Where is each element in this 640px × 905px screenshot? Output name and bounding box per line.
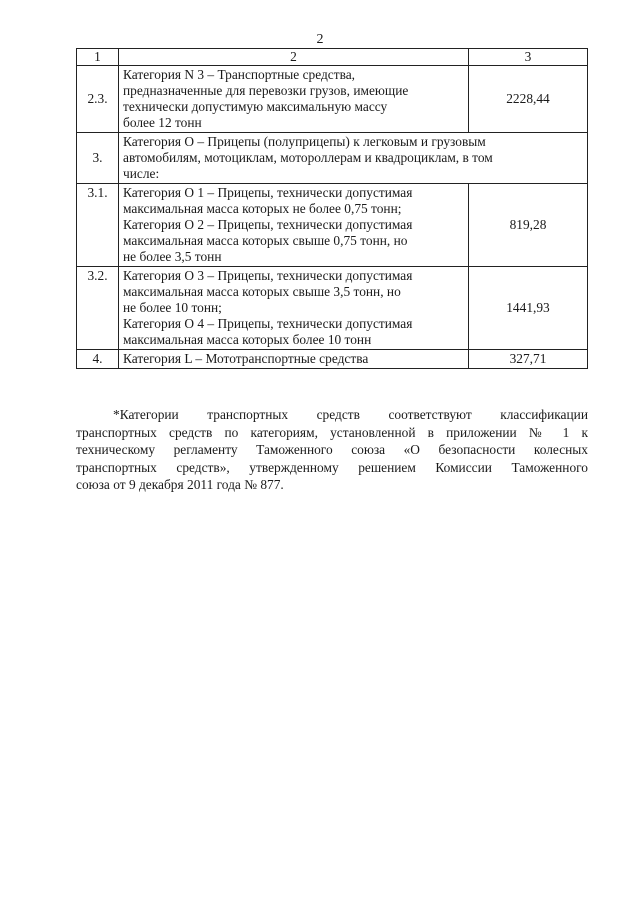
description-line: более 12 тонн <box>123 115 202 130</box>
table-row <box>77 133 588 184</box>
table-row <box>77 184 588 267</box>
header-cell-2: 2 <box>119 49 469 66</box>
description-line: максимальная масса которых свыше 0,75 тонн, но <box>123 233 408 248</box>
table-row <box>77 350 588 369</box>
footnote-line: *Категории транспортных средств соответствуют классификации <box>113 407 588 422</box>
description-line: не более 3,5 тонн <box>123 249 222 264</box>
row-description <box>119 267 469 350</box>
header-cell-1: 1 <box>77 49 119 66</box>
row-description <box>119 184 469 267</box>
footnote-line: союза от 9 декабря 2011 года № 877. <box>76 477 284 492</box>
description-line: числе: <box>123 166 160 181</box>
row-value: 819,28 <box>469 184 588 267</box>
description-line: не более 10 тонн; <box>123 300 222 315</box>
row-number: 2.3. <box>77 66 119 133</box>
footnote-line: транспортных средств по категориям, установленной в приложении № 1 к <box>76 424 588 440</box>
table-row <box>77 66 588 133</box>
description-line: Категория О 4 – Прицепы, технически допустимая <box>123 316 413 331</box>
description-line: технически допустимую максимальную массу <box>123 99 388 114</box>
row-number: 3.1. <box>77 184 119 267</box>
row-number: 3.2. <box>77 267 119 350</box>
description-line: автомобилям, мотоциклам, мотороллерам и квадроциклам, в том <box>123 150 493 165</box>
row-number: 3. <box>77 133 119 184</box>
description-line: Категория О – Прицепы (полуприцепы) к легковым и грузовым <box>123 134 486 149</box>
footnote <box>76 406 588 494</box>
description-line: Категория О 1 – Прицепы, технически допустимая <box>123 185 413 200</box>
description-line: максимальная масса которых более 10 тонн <box>123 332 372 347</box>
row-description <box>119 133 588 184</box>
description-line: Категория N 3 – Транспортные средства, <box>123 67 356 82</box>
row-value: 1441,93 <box>469 267 588 350</box>
row-number: 4. <box>77 350 119 369</box>
page-number: 2 <box>316 32 324 47</box>
row-description <box>119 350 469 369</box>
description-line: Категория L – Мототранспортные средства <box>123 351 369 366</box>
description-line: Категория О 3 – Прицепы, технически допустимая <box>123 268 413 283</box>
header-cell-3: 3 <box>469 49 588 66</box>
row-value: 2228,44 <box>469 66 588 133</box>
table-row <box>77 267 588 350</box>
table-header-row <box>77 49 588 66</box>
row-value: 327,71 <box>469 350 588 369</box>
row-description <box>119 66 469 133</box>
footnote-line: техническому регламенту Таможенного союза «О безопасности колесных <box>76 442 588 457</box>
description-line: максимальная масса которых не более 0,75 тонн; <box>123 201 402 216</box>
footnote-line: транспортных средств», утвержденному решением Комиссии Таможенного <box>76 459 588 475</box>
description-line: Категория О 2 – Прицепы, технически допустимая <box>123 217 413 232</box>
description-line: максимальная масса которых свыше 3,5 тонн, но <box>123 284 401 299</box>
description-line: предназначенные для перевозки грузов, имеющие <box>123 83 409 98</box>
vehicle-category-table <box>76 48 588 369</box>
